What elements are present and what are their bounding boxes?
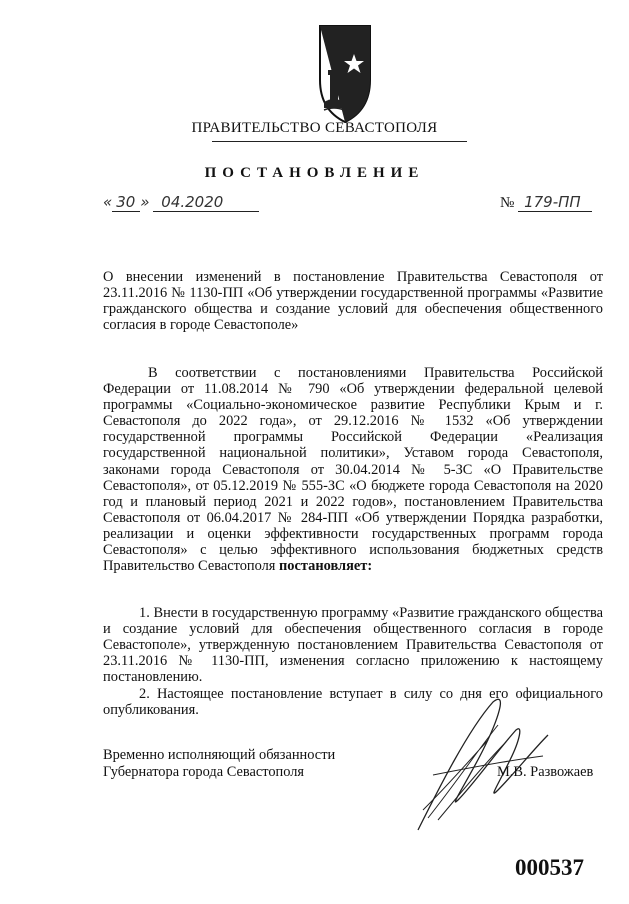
document-date [103, 193, 259, 212]
number-prefix: № [500, 195, 515, 211]
position-line-1: Временно исполняющий обязанности [103, 747, 336, 763]
date-open-quote: « [103, 193, 113, 211]
preamble-paragraph [103, 365, 603, 574]
signatory-name: М.В. Развожаев [497, 764, 594, 780]
document-type: ПОСТАНОВЛЕНИЕ [204, 165, 425, 181]
number-value: 179-ПП [518, 193, 592, 212]
date-close-quote: » [140, 193, 150, 211]
signatory-position [103, 747, 335, 781]
decree-word: постановляет: [279, 558, 373, 575]
point-1-paragraph: 1. Внести в государственную программу «Развитие гражданского общества и создание условий для обеспечения общественного согласия в городе Севастополе», утвержденную постановлением Правительства Севастополя от 23.11.2016 № 1130-ПП, изменения согласно приложению к настоящему постановлению. [103, 605, 603, 686]
preamble-text: В соответствии с постановлениями Правительства Российской Федерации от 11.08.2014 № 790 «Об утверждении федеральной целевой программы «Социально-экономическое развитие Республики Крым и г. Севастополя до 2022 года», от 29.12.2016 № 1532 «Об утверждении государственной программы Российской Федерации «Реализация государственной национальной политики», Уставом города Севастополя, законами города Севастополя от 30.04.2014 № 5-ЗС «О Правительстве Севастополя», от 05.12.2019 № 555-ЗС «О бюджете города Севастополя на 2020 год и плановый период 2021 и 2022 годов», постановлением Правительства Севастополя от 06.04.2017 № 284-ПП «Об утверждении Порядка разработки, реализации и оценки эффективности государственных программ города Севастополя» с целью эффективного использования бюджетных средств Правительство Севастополя [103, 365, 603, 575]
serial-number: 000537 [515, 855, 584, 880]
position-line-2: Губернатора города Севастополя [103, 764, 305, 780]
header-rule [212, 141, 467, 142]
document-subject: О внесении изменений в постановление Правительства Севастополя от 23.11.2016 № 1130-ПП «Об утверждении государственной программы «Развитие гражданского общества и создание условий для обеспечения общественного согласия в городе Севастополе» [103, 269, 603, 334]
government-name: ПРАВИТЕЛЬСТВО СЕВАСТОПОЛЯ [191, 120, 438, 136]
point-2-paragraph: 2. Настоящее постановление вступает в силу со дня его официального опубликования. [103, 686, 603, 719]
date-day: 30 [112, 193, 140, 212]
date-month-year: 04.2020 [153, 193, 259, 212]
document-number [500, 193, 592, 212]
coat-of-arms-icon [290, 18, 400, 128]
